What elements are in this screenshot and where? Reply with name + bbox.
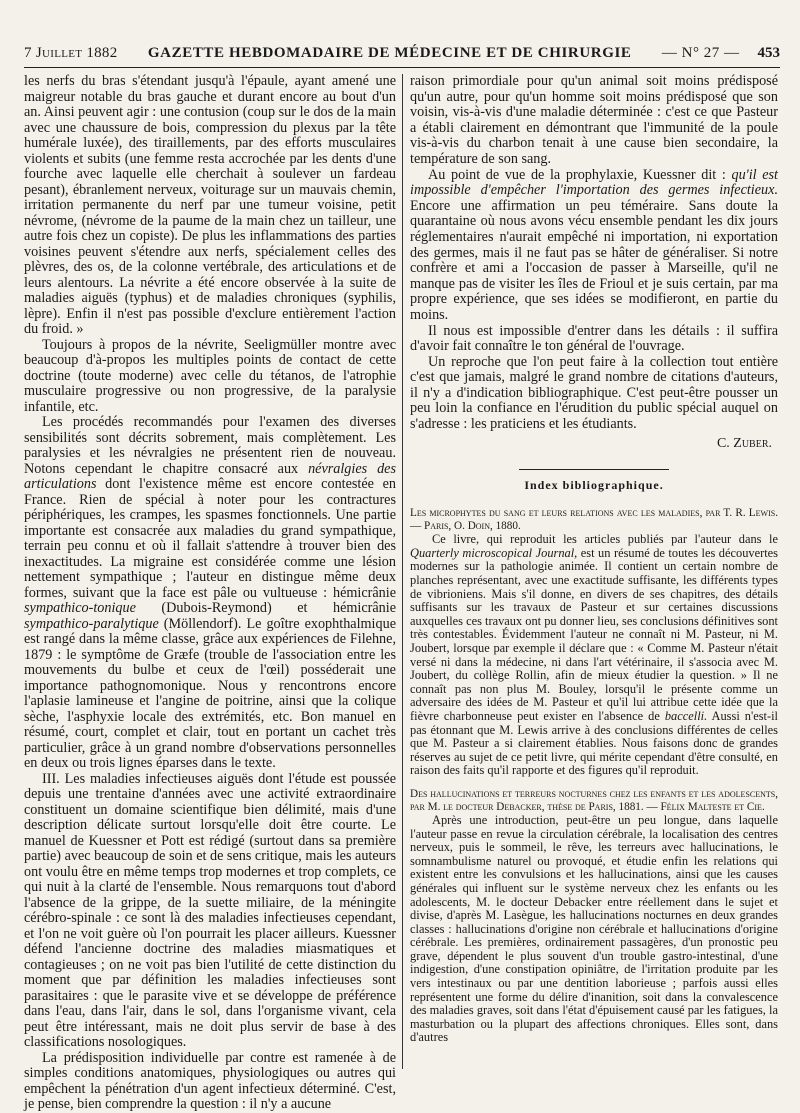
paragraph: raison primordiale pour qu'un animal soit moins prédisposé qu'un autre, pour qu'un homme soit moins prédisposé que son voisin, vis-à-vis d'une maladie déterminée : c'est ce que Pasteur a établi clairement en démontrant que l'immunité de la poule vis-à-vis du charbon tenait à une cause bien secondaire, la température de son sang. xyxy=(410,73,778,167)
issue-number: — N° 27 — xyxy=(661,45,740,61)
column-divider xyxy=(402,74,403,1069)
header-right xyxy=(662,45,780,62)
entry-title: Les microphytes du sang et leurs relations avec les maladies, par T. R. Lewis. — Paris, O. Doin, 1880. xyxy=(410,507,778,533)
paragraph: les nerfs du bras s'étendant jusqu'à l'épaule, ayant amené une maigreur notable du bras gauche et durant encore au bout d'un an. Ainsi peuvent agir : une contusion (coup sur le dos de la main avec une chaussure de bois, compression du plexus par la tête humérale luxée), des tiraillements, par des efforts musculaires violents et subits (une femme resta accrochée par les dents d'une fourche avec laquelle elle cherchait à soulever un fardeau pesant), ébranlement nerveux, voiturage sur un mauvais chemin, irritation permanente du nerf par une tumeur voisine, petit névrome, (névrome de la paume de la main chez un tailleur, une autre fois chez un copiste). De plus les inflammations des parties voisines peuvent s'étendre aux nerfs, spécialement celles des plèvres, des os, de la colonne vertébrale, des articulations et de leurs alentours. La névrite a été encore observée à la suite de maladies aiguës (typhus) et de maladies chroniques (syphilis, lèpre). Enfin il n'est pas possible d'exclure entièrement l'action du froid. » xyxy=(24,73,396,337)
paragraph: Ce livre, qui reproduit les articles publiés par l'auteur dans le Quarterly microscopical Journal, est un résumé de toutes les découvertes modernes sur la pathologie animée. Il contient un certain nombre de planches représentant, avec une exactitude suffisante, les différents types de vibrioniens. Mais s'il donne, en divers de ses chapitres, des détails suffisants sur les travaux de Pasteur et sur certaines discussions auxquelles ces travaux ont pu donner lieu, ses conclusions définitives sont très contestables. Évidemment l'auteur ne connaît ni M. Pasteur, ni M. Joubert, lorsque par exemple il déclare que : « Comme M. Pasteur n'était versé ni dans la médecine, ni dans l'art vétérinaire, il s'associa avec M. Joubert, du collège Rollin, afin de mieux étudier la question. » Il ne connaît pas non plus M. Bouley, lorsqu'il le présente comme un adversaire des idées de M. Pasteur et qu'il lui attribue cette idée que la fièvre charbonneuse peut exister en l'absence de baccelli. Aussi n'est-il pas étonnant que M. Lewis arrive à des conclusions différentes de celles que M. Pasteur a si clairement établies. Nous faisons donc de grandes réserves au sujet de ce petit livre, qui mérite cependant d'être consulté, en raison des faits qu'il rapporte et des figures qu'il reproduit. xyxy=(410,532,778,778)
running-header xyxy=(24,40,780,68)
page-number: 453 xyxy=(757,45,780,61)
paragraph: Après une introduction, peut-être un peu longue, dans laquelle l'auteur passe en revue la circulation cérébrale, la localisation des centres nerveux, puis le sommeil, le rêve, les terreurs avec hallucinations, le somnambulisme naturel ou provoqué, et étudie enfin les relations qui existent entre les convulsions et les hallucinations, ainsi que les causes générales qui influent sur le système nerveux chez les enfants ou les adolescents, M. le docteur Debacker entre réellement dans le sujet et divise, d'après M. Lasègue, les hallucinations nocturnes en deux grandes classes : hallucinations d'origine non cérébrale et hallucinations d'origine cérébrale. Les premières, ordinairement passagères, d'un pronostic peu grave, dépendent le plus souvent d'un trouble gastro-intestinal, d'une indigestion, d'une constipation opiniâtre, de l'irritation produite par les vers intestinaux ou par une dentition laborieuse ; parfois aussi elles représentent une forme du délire d'inanition, soit dans la convalescence des maladies graves, soit dans l'état d'épuisement causé par les fatigues, la masturbation ou la plupart des affections chroniques. Elles sont, dans d'autres xyxy=(410,812,778,1045)
section-title: Index bibliographique. xyxy=(524,478,664,493)
bibliography-entry xyxy=(410,788,778,1045)
header-date: 7 Juillet 1882 xyxy=(24,45,118,61)
author-signature: C. Zuber. xyxy=(716,435,772,451)
section-rule xyxy=(519,469,669,470)
bibliography-entry xyxy=(410,507,778,778)
right-column xyxy=(410,74,778,1074)
paragraph: La prédisposition individuelle par contre est ramenée à de simples conditions anatomiques, physiologiques ou autres qui empêchent la pénétration d'un agent infectieux déterminé. C'est, je pense, bien comprendre la question : il n'y a aucune xyxy=(24,1049,396,1112)
paragraph: Les procédés recommandés pour l'examen des diverses sensibilités sont décrits sobrement, mais complètement. Les paralysies et les névralgies ne présentent rien de nouveau. Notons cependant le chapitre consacré aux névralgies des articulations dont l'existence même est encore contestée en France. Rien de spécial à noter pour les contractures périphériques, les crampes, les spasmes fonctionnels. Une partie importante est consacrée aux maladies du grand sympathique, terrain peu connu et où il fallait s'attendre à trouver bien des inexactitudes. La migraine est considérée comme une lésion nettement sympathique ; l'auteur en distingue même deux formes, suivant que la face est pâle ou vultueuse : hémicrânie sympathico-tonique (Dubois-Reymond) et hémicrânie sympathico-paralytique (Möllendorf). Le goître exophthalmique est rangé dans la même classe, grâce aux expériences de Filehne, 1879 : le symptôme de Græfe (trouble de l'association entre les mouvements du bulbe et ceux de l'œil) posséderait une importance pathognomonique. Nous y rencontrons encore l'aplasie lamineuse et l'angine de poitrine, ainsi que la colique sèche, l'asphyxie locale des extrémités, etc. Bon manuel en résumé, court, complet et clair, tout en portant un cachet très particulier, grâce à un grand nombre d'observations personnelles en deux ou trois lignes éparses dans le texte. xyxy=(24,414,396,771)
paragraph: Toujours à propos de la névrite, Seeligmüller montre avec beaucoup d'à-propos les multiples points de contact de cette doctrine (toute moderne) avec celle du tétanos, de l'atrophie musculaire progressive ou non progressive, de la paralysie infantile, etc. xyxy=(24,336,396,415)
journal-title: GAZETTE HEBDOMADAIRE DE MÉDECINE ET DE CHIRURGIE xyxy=(147,45,632,61)
review-continuation xyxy=(410,74,778,451)
left-column xyxy=(24,73,396,1112)
paragraph: Un reproche que l'on peut faire à la collection tout entière c'est que jamais, malgré le grand nombre de citations d'auteurs, il n'y a d'indication bibliographique. C'est peut-être pousser un peu loin la confiance en l'érudition du public spécial auquel on s'adresse : les praticiens et les étudiants. xyxy=(410,353,778,433)
paragraph: Au point de vue de la prophylaxie, Kuessner dit : qu'il est impossible d'empêcher l'importation des germes infectieux. Encore une affirmation un peu téméraire. Sans doute la quarantaine où nous avons vécu ensemble pendant les dix jours réglementaires n'aurait empêché ni importation, ni exportation des germes, mais il ne faut pas se hâter de généraliser. Si notre confrère et ami a l'occasion de passer à Marseille, qu'il ne manque pas de visiter les îles de Frioul et je suis certain, par ma propre expérience, que ses idées se modifieront, en partie du moins. xyxy=(410,166,778,323)
paragraph: Il nous est impossible d'entrer dans les détails : il suffira d'avoir fait connaître le ton général de l'ouvrage. xyxy=(410,322,778,355)
paragraph: III. Les maladies infectieuses aiguës dont l'étude est poussée depuis une trentaine d'années avec une activité extraordinaire constituent un domaine scientifique bien délimité, mais d'une description délicate surtout lorsqu'elle doit être courte. Le manuel de Kuessner et Pott est rédigé (surtout dans sa première partie) avec beaucoup de soin et de sens critique, mais les auteurs ont voulu être en même temps trop modernes et trop complets, ce qui nuit à la clarté de l'ensemble. Nous remarquons tout d'abord l'absence de la grippe, de la suette miliaire, de la méningite cérébro-spinale : ce sont là des maladies infectieuses cependant, et l'on ne voit guère où l'on pourrait les placer ailleurs. Kuessner défend l'ancienne doctrine des maladies miasmatiques et contagieuses ; on ne voit pas bien l'utilité de cette distinction du moment que par définition les maladies infectieuses sont parasitaires : que le parasite vive et se développe de préférence dans l'eau, dans l'air, dans le sol, dans l'organisme vivant, cela peut être intéressant, mais ne doit plus servir de base à des classifications nosologiques. xyxy=(24,770,396,1050)
entry-title: Des hallucinations et terreurs nocturnes chez les enfants et les adolescents, par M. le docteur Debacker, thèse de Paris, 1881. — Félix Malteste et Cie. xyxy=(410,787,778,813)
